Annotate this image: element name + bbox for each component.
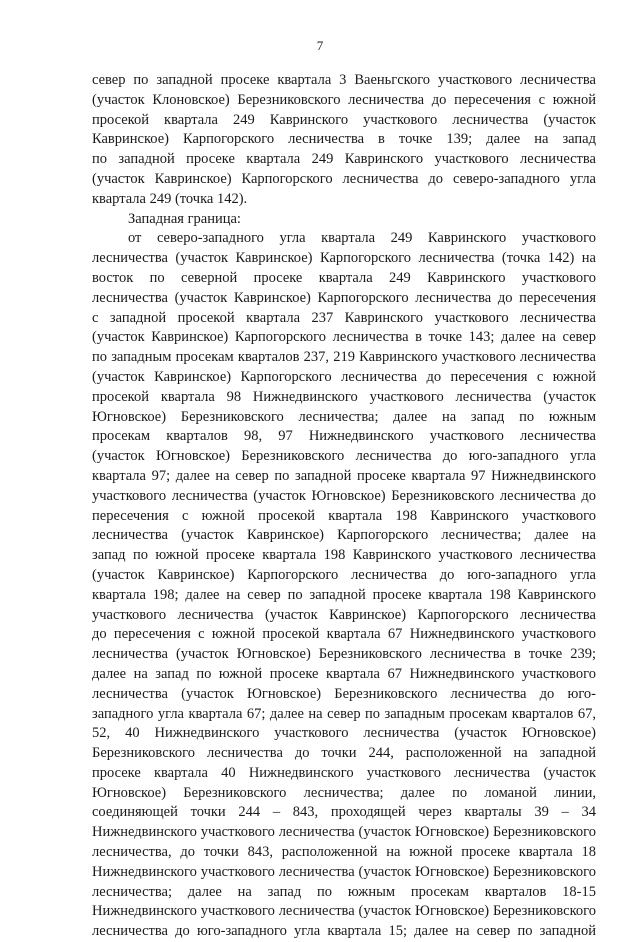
text-line: по западным просекам кварталов 237, 219 Кавринского участкового лесничества [92, 349, 596, 366]
text-line: запад по южной просеке квартала 198 Кавринского участкового лесничества [92, 547, 596, 564]
text-line: лесничества до юго-западного угла квартала 15; далее на север по западной [92, 923, 596, 940]
text-line: север по западной просеке квартала 3 Ваеньгского участкового лесничества [92, 72, 596, 88]
text-line: квартала 198; далее на север по западной просеке квартала 198 Кавринского [92, 586, 596, 603]
text-line: (участок Югновское) Березниковского лесничества до юго-западного угла [92, 448, 596, 465]
text-line: (участок Кавринское) Карпогорского лесничества до северо-западного угла [92, 170, 596, 187]
text-line: западного угла квартала 67; далее на север по западным просекам кварталов 67, [92, 705, 596, 722]
text-line: (участок Кавринское) Карпогорского лесничества до пересечения с южной [92, 368, 596, 385]
text-line: лесничества; далее на запад по южным просекам кварталов 18-15 [92, 883, 596, 900]
text-line: Югновское) Березниковского лесничества; далее на запад по южным [92, 408, 596, 425]
paragraph-western-border [92, 229, 596, 942]
text-line: (участок Кавринское) Карпогорского лесничества до юго-западного угла [92, 566, 596, 583]
document-body [92, 71, 596, 942]
page-number: 7 [316, 38, 324, 53]
text-line: просекой квартала 249 Кавринского участкового лесничества (участок [92, 111, 596, 128]
text-line: Нижнедвинского участкового лесничества (участок Югновское) Березниковского [92, 863, 596, 880]
heading-western-border [92, 210, 596, 230]
text-line: соединяющей точки 244 – 843, проходящей через кварталы 39 – 34 [92, 804, 596, 821]
text-line: просекам кварталов 98, 97 Нижнедвинского участкового лесничества [92, 428, 596, 445]
text-line: Нижнедвинского участкового лесничества (участок Югновское) Березниковского [92, 903, 596, 920]
text-line: по западной просеке квартала 249 Кавринского участкового лесничества [92, 151, 596, 168]
text-line: от северо-западного угла квартала 249 Кавринского участкового [128, 230, 596, 247]
text-line: далее на запад по южной просеке квартала 67 Нижнедвинского участкового [92, 665, 596, 682]
text-line: (участок Клоновское) Березниковского лесничества до пересечения с южной [92, 91, 596, 108]
text-line: квартала 249 (точка 142). [92, 190, 248, 207]
text-line: участкового лесничества (участок Югновское) Березниковского лесничества до [92, 487, 596, 504]
text-line: лесничества (участок Кавринское) Карпогорского лесничества; далее на [92, 527, 596, 544]
text-line: просеке квартала 40 Нижнедвинского участкового лесничества (участок [92, 764, 596, 781]
text-line: просекой квартала 98 Нижнедвинского участкового лесничества (участок [92, 388, 596, 405]
text-line: с западной просекой квартала 237 Кавринского участкового лесничества [92, 309, 596, 326]
text-line: лесничества (участок Кавринское) Карпогорского лесничества до пересечения [92, 289, 596, 306]
text-line: Западная граница: [128, 210, 241, 227]
text-line: пересечения с южной просекой квартала 198 Кавринского участкового [92, 507, 596, 524]
text-line: лесничества (участок Югновское) Березниковского лесничества до юго- [92, 685, 596, 702]
text-line: лесничества (участок Кавринское) Карпогорского лесничества (точка 142) на [92, 250, 596, 267]
text-line: (участок Кавринское) Карпогорского лесничества в точке 143; далее на север [92, 329, 596, 346]
text-line: восток по северной просеке квартала 249 Кавринского участкового [92, 269, 596, 286]
text-line: участкового лесничества (участок Кавринское) Карпогорского лесничества [92, 606, 596, 623]
text-line: лесничества, до точки 843, расположенной на южной просеке квартала 18 [92, 844, 596, 861]
text-line: до пересечения с южной просекой квартала 67 Нижнедвинского участкового [92, 626, 596, 643]
text-line: 52, 40 Нижнедвинского участкового лесничества (участок Югновское) [92, 725, 596, 742]
text-line: Нижнедвинского участкового лесничества (участок Югновское) Березниковского [92, 824, 596, 841]
text-line: Березниковского лесничества до точки 244, расположенной на западной [92, 745, 596, 762]
text-line: лесничества (участок Югновское) Березниковского лесничества в точке 239; [92, 646, 596, 663]
text-line: квартала 97; далее на север по западной просеке квартала 97 Нижнедвинского [92, 467, 596, 484]
text-line: Кавринское) Карпогорского лесничества в точке 139; далее на запад [92, 131, 596, 148]
paragraph-continuation [92, 71, 596, 210]
text-line: Югновское) Березниковского лесничества; далее по ломаной линии, [92, 784, 596, 801]
